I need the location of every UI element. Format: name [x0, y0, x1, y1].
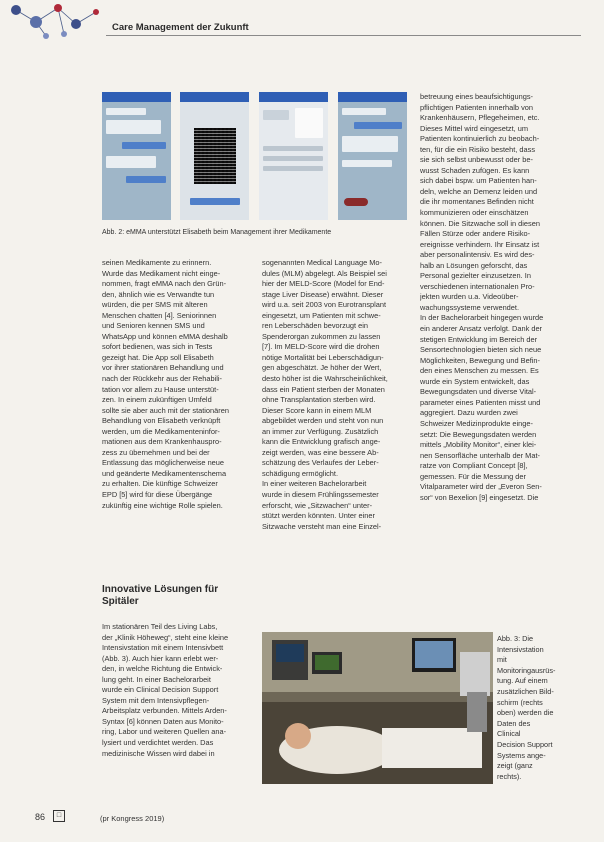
text-line: ren Leberschäden bevorzugt ein [262, 321, 369, 331]
running-header: Care Management der Zukunft [112, 22, 249, 33]
text-line: stetigen Entwicklung im Bereich der [420, 334, 538, 344]
text-line: wurde ein Clinical Decision Support [102, 685, 219, 695]
text-line: den eines Menschen zu messen. Es [420, 366, 539, 376]
figure-2-phone-screens [102, 92, 390, 222]
text-line: aggregiert. Dazu wurden zwei [420, 408, 518, 418]
text-line: betreuung eines beaufsichtigungs- [420, 92, 533, 101]
section-heading-line-2: Spitäler [102, 596, 139, 607]
phone-screen-3 [259, 92, 328, 220]
figure-2-caption: Abb. 2: eMMA unterstützt Elisabeth beim Management ihrer Medikamente [102, 229, 332, 236]
text-line: wird u.a. seit 2003 von Eurotransplant [262, 300, 387, 310]
caption-line: Systems ange- [497, 750, 546, 760]
caption-line: Intensivstation mit [497, 644, 544, 665]
text-line: abgebildet werden und steht von nun [262, 416, 384, 426]
page-number: 86 [35, 812, 46, 822]
text-line: sor“ von Bexelion [9] eingesetzt. Die [420, 492, 539, 502]
text-line: den, ähnlich wie es Verwandte tun [102, 289, 215, 299]
text-line: nach der Rückkehr aus der Rehabili- [102, 374, 222, 384]
text-line: wurde ein System entwickelt, das [420, 376, 530, 386]
text-line: Sensortechnologien bieten sich neue [420, 345, 542, 355]
text-line: schädigung ermöglicht. [262, 468, 339, 478]
text-line: vor ihrer stationären Behandlung und [102, 363, 224, 373]
caption-line: Daten des Clinical [497, 718, 531, 739]
column-1-bottom-text [102, 622, 250, 759]
text-line: Dieser Score kann in einem MLM [262, 405, 372, 415]
column-3-text [420, 92, 570, 503]
text-line: ten, für die ein Risiko besteht, dass [420, 144, 536, 154]
caption-line: tung. Auf einem [497, 676, 548, 686]
text-line: In einer weiteren Bachelorarbeit [262, 479, 367, 489]
text-line: mittels „Mobility Monitor“, einer klei- [420, 440, 537, 450]
text-line: können. Die Sitzwache soll in diesen [420, 218, 540, 228]
text-line: gezeigt hat. Die App soll Elisabeth [102, 352, 214, 362]
text-line: Spenderorgan zukommen zu lassen [262, 331, 381, 341]
text-line: zess zu übernehmen und bei der [102, 447, 210, 457]
text-line: werden, um die Medikamenteninfor- [102, 426, 220, 436]
text-line: würden, die per SMS mit älteren [102, 300, 208, 310]
caption-line: Abb. 3: Die [497, 634, 534, 643]
text-line: medizinische Wissen wird dabei in [102, 748, 215, 758]
journal-footer: (pr Kongress 2019) [100, 814, 165, 823]
header-rule [106, 35, 581, 36]
text-line: WhatsApp und können eMMA deshalb [102, 331, 228, 341]
text-line: kommunizieren oder einschätzen [420, 208, 529, 218]
text-line: Personal gezielter einzusetzen. In [420, 271, 531, 281]
column-2-text [262, 258, 410, 532]
caption-line: schirm (rechts [497, 697, 543, 707]
text-line: Entlassung das möglicherweise neue [102, 458, 225, 468]
text-line: sich dabei bspw. um Patienten han- [420, 176, 537, 186]
caption-line: zusätzlichen Bild- [497, 686, 554, 696]
text-line: verschiedenen internationalen Pro- [420, 281, 535, 291]
text-line: Vitalparameter wird der „Everon Sen- [420, 482, 542, 492]
section-heading-line-1: Innovative Lösungen für [102, 584, 219, 595]
column-1-top-text [102, 258, 250, 511]
caption-line: Monitoringausrüs- [497, 665, 556, 675]
text-line: stützt werden könnten. Unter einer [262, 511, 375, 521]
text-line: eingesetzt, um Patienten mit schwe- [262, 310, 381, 320]
journal-icon: □ [53, 810, 65, 822]
text-line: Im stationären Teil des Living Labs, [102, 622, 218, 631]
text-line: [7]. Im MELD-Score wird die drohen [262, 342, 380, 352]
text-line: die ihr momentanes Befinden nicht [420, 197, 534, 207]
phone-screen-2-qrcode [180, 92, 249, 220]
text-line: Krankenhäusern, Pflegeheimen, etc. [420, 113, 540, 123]
text-line: Bewegungsdaten und diverse Vital- [420, 387, 537, 397]
molecule-logo [6, 0, 106, 40]
text-line: den, in welche Richtung die Entwick- [102, 664, 223, 674]
text-line: Patienten kontinuierlich zu beobach- [420, 134, 540, 144]
text-line: seinen Medikamente zu erinnern. [102, 258, 212, 267]
text-line: wachungssysteme verwendet. [420, 302, 520, 312]
text-line: (Abb. 3). Auch hier kann erlebt wer- [102, 653, 219, 663]
text-line: Intensivstation mit einem Intensivbett [102, 643, 224, 653]
text-line: schätzung des Verlaufes der Leber- [262, 458, 379, 468]
text-line: erforscht, wie „Sitzwachen“ unter- [262, 500, 373, 510]
text-line: desto höher ist die Wahrscheinlichkeit, [262, 374, 388, 384]
text-line: nommen, fragt eMMA nach den Grün- [102, 279, 227, 289]
phone-screen-4 [338, 92, 407, 220]
caption-line: Decision Support [497, 739, 553, 749]
figure-3-icu-photo [262, 632, 493, 784]
text-line: gemessen. Für die Messung der [420, 471, 526, 481]
text-line: hier der MELD-Score (Model for End- [262, 279, 385, 289]
text-line: nen Sensorfläche unterhalb der Mat- [420, 450, 540, 460]
text-line: Fällen Stürze oder andere Risiko- [420, 229, 531, 239]
text-line: zeigt werden, was eine bessere Ab- [262, 447, 379, 457]
text-line: sofort bedienen, was sich in Tests [102, 342, 213, 352]
text-line: Arbeitsplatz verbunden. Mittels Arden- [102, 706, 227, 716]
text-line: dules (MLM) abgelegt. Als Beispiel sei [262, 268, 387, 278]
text-line: halb an Lösungen geforscht, das [420, 260, 528, 270]
text-line: kann die Entwicklung grafisch ange- [262, 437, 381, 447]
text-line: pflichtigen Patienten innerhalb von [420, 102, 533, 112]
figure-3-caption [497, 634, 555, 782]
text-line: Dieses Mittel wird eingesetzt, um [420, 123, 529, 133]
text-line: zu erhalten. Die künftige Schweizer [102, 479, 218, 489]
text-line: Möglichkeiten, Bewegung und Befin- [420, 355, 540, 365]
text-line: parameter eines Patienten misst und [420, 397, 541, 407]
text-line: und geänderte Medikamentenschema [102, 468, 227, 478]
text-line: lung geht. In einer Bachelorarbeit [102, 674, 211, 684]
text-line: Behandlung von Elisabeth verknüpft [102, 416, 221, 426]
text-line: Sitzwache versteht man eine Einzel- [262, 521, 382, 531]
text-line: setzt: Die Bewegungsdaten werden [420, 429, 537, 439]
text-line: ein anderer Ansatz verfolgt. Dank der [420, 324, 543, 334]
text-line: der „Klinik Höheweg“, steht eine kleine [102, 632, 229, 642]
text-line: nötige Mortalität bei Leberschädigun- [262, 352, 384, 362]
text-line: ereignisse verhindern. Ihr Einsatz ist [420, 239, 540, 249]
text-line: gen abgeschätzt. Je höher der Wert, [262, 363, 382, 373]
caption-line: zeigt (ganz [497, 761, 533, 771]
patient-manikin [285, 723, 311, 749]
text-line: deln, welche an Demenz leiden und [420, 186, 538, 196]
phone-screen-1 [102, 92, 171, 220]
text-line: dass ein Patient sterben der Monaten [262, 384, 385, 394]
text-line: wurde in diesem Frühlingssemester [262, 490, 379, 500]
text-line: zukünftig eine wichtige Rolle spielen. [102, 500, 223, 510]
text-line: EPD [5] wird für diese Übergänge [102, 490, 213, 500]
text-line: mationen aus dem Krankenhauspro- [102, 437, 222, 447]
text-line: wusst Schaden zufügen. Es kann [420, 165, 530, 175]
text-line: jekten wurden u.a. Videoüber- [420, 292, 519, 302]
caption-line: oben) werden die [497, 708, 554, 718]
text-line: tation vor allem zu Hause unterstüt- [102, 384, 219, 394]
text-line: stage Liver Disease) erwähnt. Dieser [262, 289, 384, 299]
text-line: Wurde das Medikament nicht einge- [102, 268, 221, 278]
text-line: In der Bachelorarbeit hingegen wurde [420, 313, 544, 323]
section-heading [102, 584, 218, 608]
text-line: lysiert und verdichtet werden. Das [102, 738, 214, 748]
text-line: Menschen chatten [4]. Seniorinnen [102, 310, 217, 320]
text-line: System mit dem Intensivpflegen- [102, 695, 210, 705]
text-line: sollte sie aber auch mit der stationären [102, 405, 229, 415]
text-line: Schweizer Medizinprodukte einge- [420, 418, 533, 428]
text-line: und Senioren kennen SMS und [102, 321, 205, 331]
text-line: sie sich selbst unbewusst oder be- [420, 155, 533, 165]
text-line: ohne Transplantation sterben wird. [262, 395, 376, 405]
text-line: Syntax [6] können Daten aus Monito- [102, 716, 224, 726]
text-line: an immer zur Verfügung. Zusätzlich [262, 426, 379, 436]
text-line: zen. In einem zukünftigen Umfeld [102, 395, 212, 405]
text-line: sogenannten Medical Language Mo- [262, 258, 382, 267]
text-line: ratze von Compliant Concept [8], [420, 461, 528, 471]
text-line: aber personalintensiv. Es wird des- [420, 250, 535, 260]
text-line: ring, Labor und weiteren Quellen ana- [102, 727, 227, 737]
caption-line: rechts). [497, 771, 522, 781]
